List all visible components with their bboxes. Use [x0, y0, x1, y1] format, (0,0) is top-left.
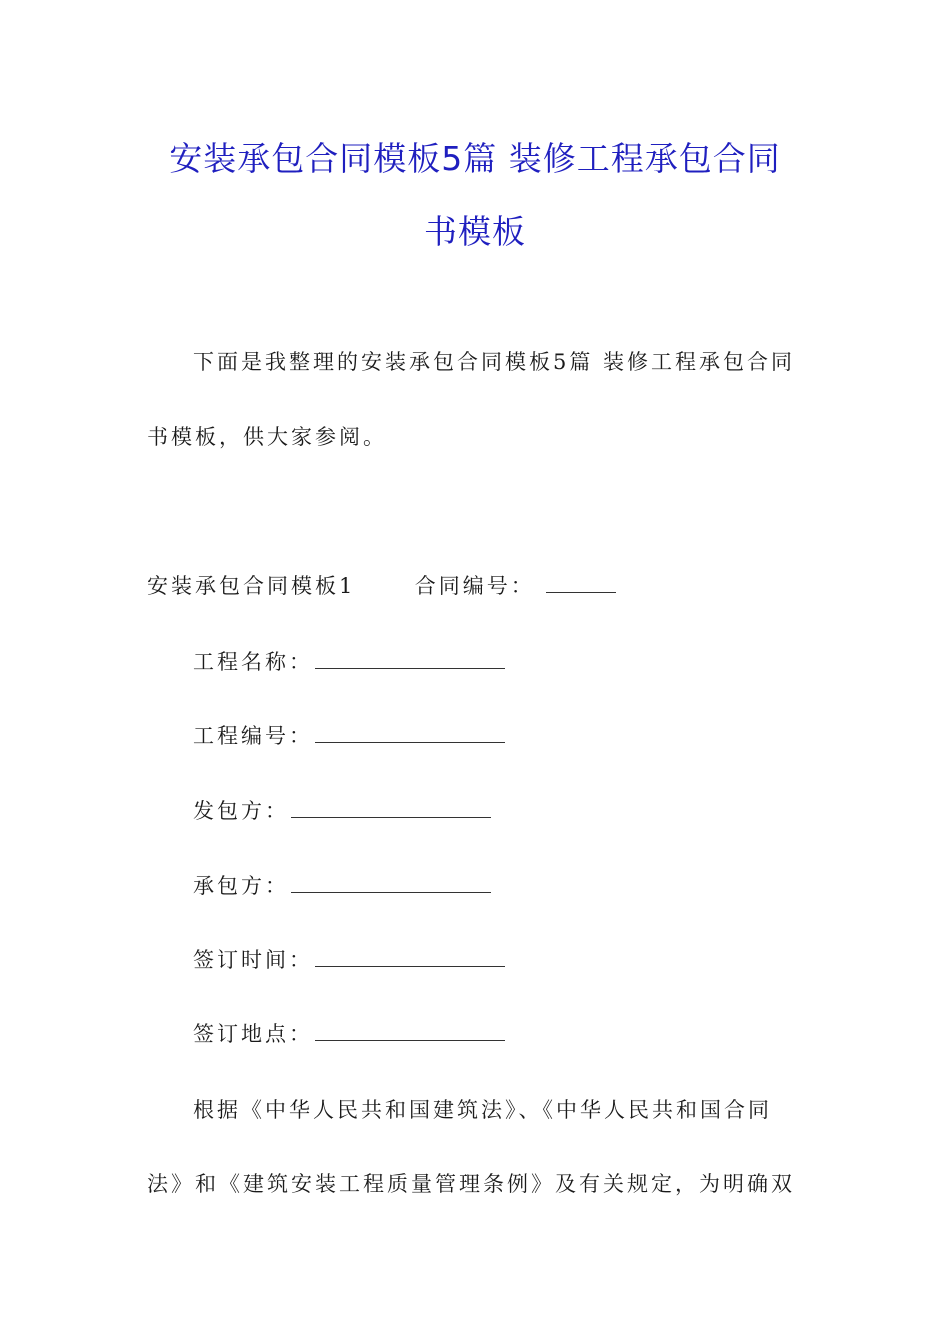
field-blank	[315, 722, 505, 743]
contract-heading: 安装承包合同模板1	[147, 574, 356, 598]
field-label: 承包方：	[193, 874, 289, 898]
field-label: 签订地点：	[193, 1022, 313, 1046]
field-project-number	[193, 720, 505, 750]
contract-number-blank	[546, 572, 616, 593]
document-title-line-1: 安装承包合同模板5篇 装修工程承包合同	[169, 139, 781, 178]
field-contractor	[193, 870, 491, 900]
body-line-2: 法》和《建筑安装工程质量管理条例》及有关规定，为明确双	[147, 1172, 795, 1196]
field-blank	[291, 872, 491, 893]
contract-heading-row	[147, 570, 616, 600]
field-signing-place	[193, 1018, 505, 1048]
field-project-name	[193, 646, 505, 676]
field-blank	[315, 1020, 505, 1041]
field-signing-time	[193, 944, 505, 974]
field-label: 发包方：	[193, 799, 289, 823]
document-title-line-2: 书模板	[424, 212, 526, 251]
field-blank	[315, 648, 505, 669]
intro-line-1: 下面是我整理的安装承包合同模板5篇 装修工程承包合同	[193, 350, 796, 374]
intro-line-2: 书模板，供大家参阅。	[147, 425, 387, 449]
field-blank	[291, 797, 491, 818]
field-label: 工程名称：	[193, 650, 313, 674]
field-blank	[315, 946, 505, 967]
field-employer	[193, 795, 491, 825]
body-line-1: 根据《中华人民共和国建筑法》、《中华人民共和国合同	[193, 1098, 772, 1122]
field-label: 签订时间：	[193, 948, 313, 972]
contract-number-label: 合同编号：	[414, 574, 535, 598]
field-label: 工程编号：	[193, 724, 313, 748]
